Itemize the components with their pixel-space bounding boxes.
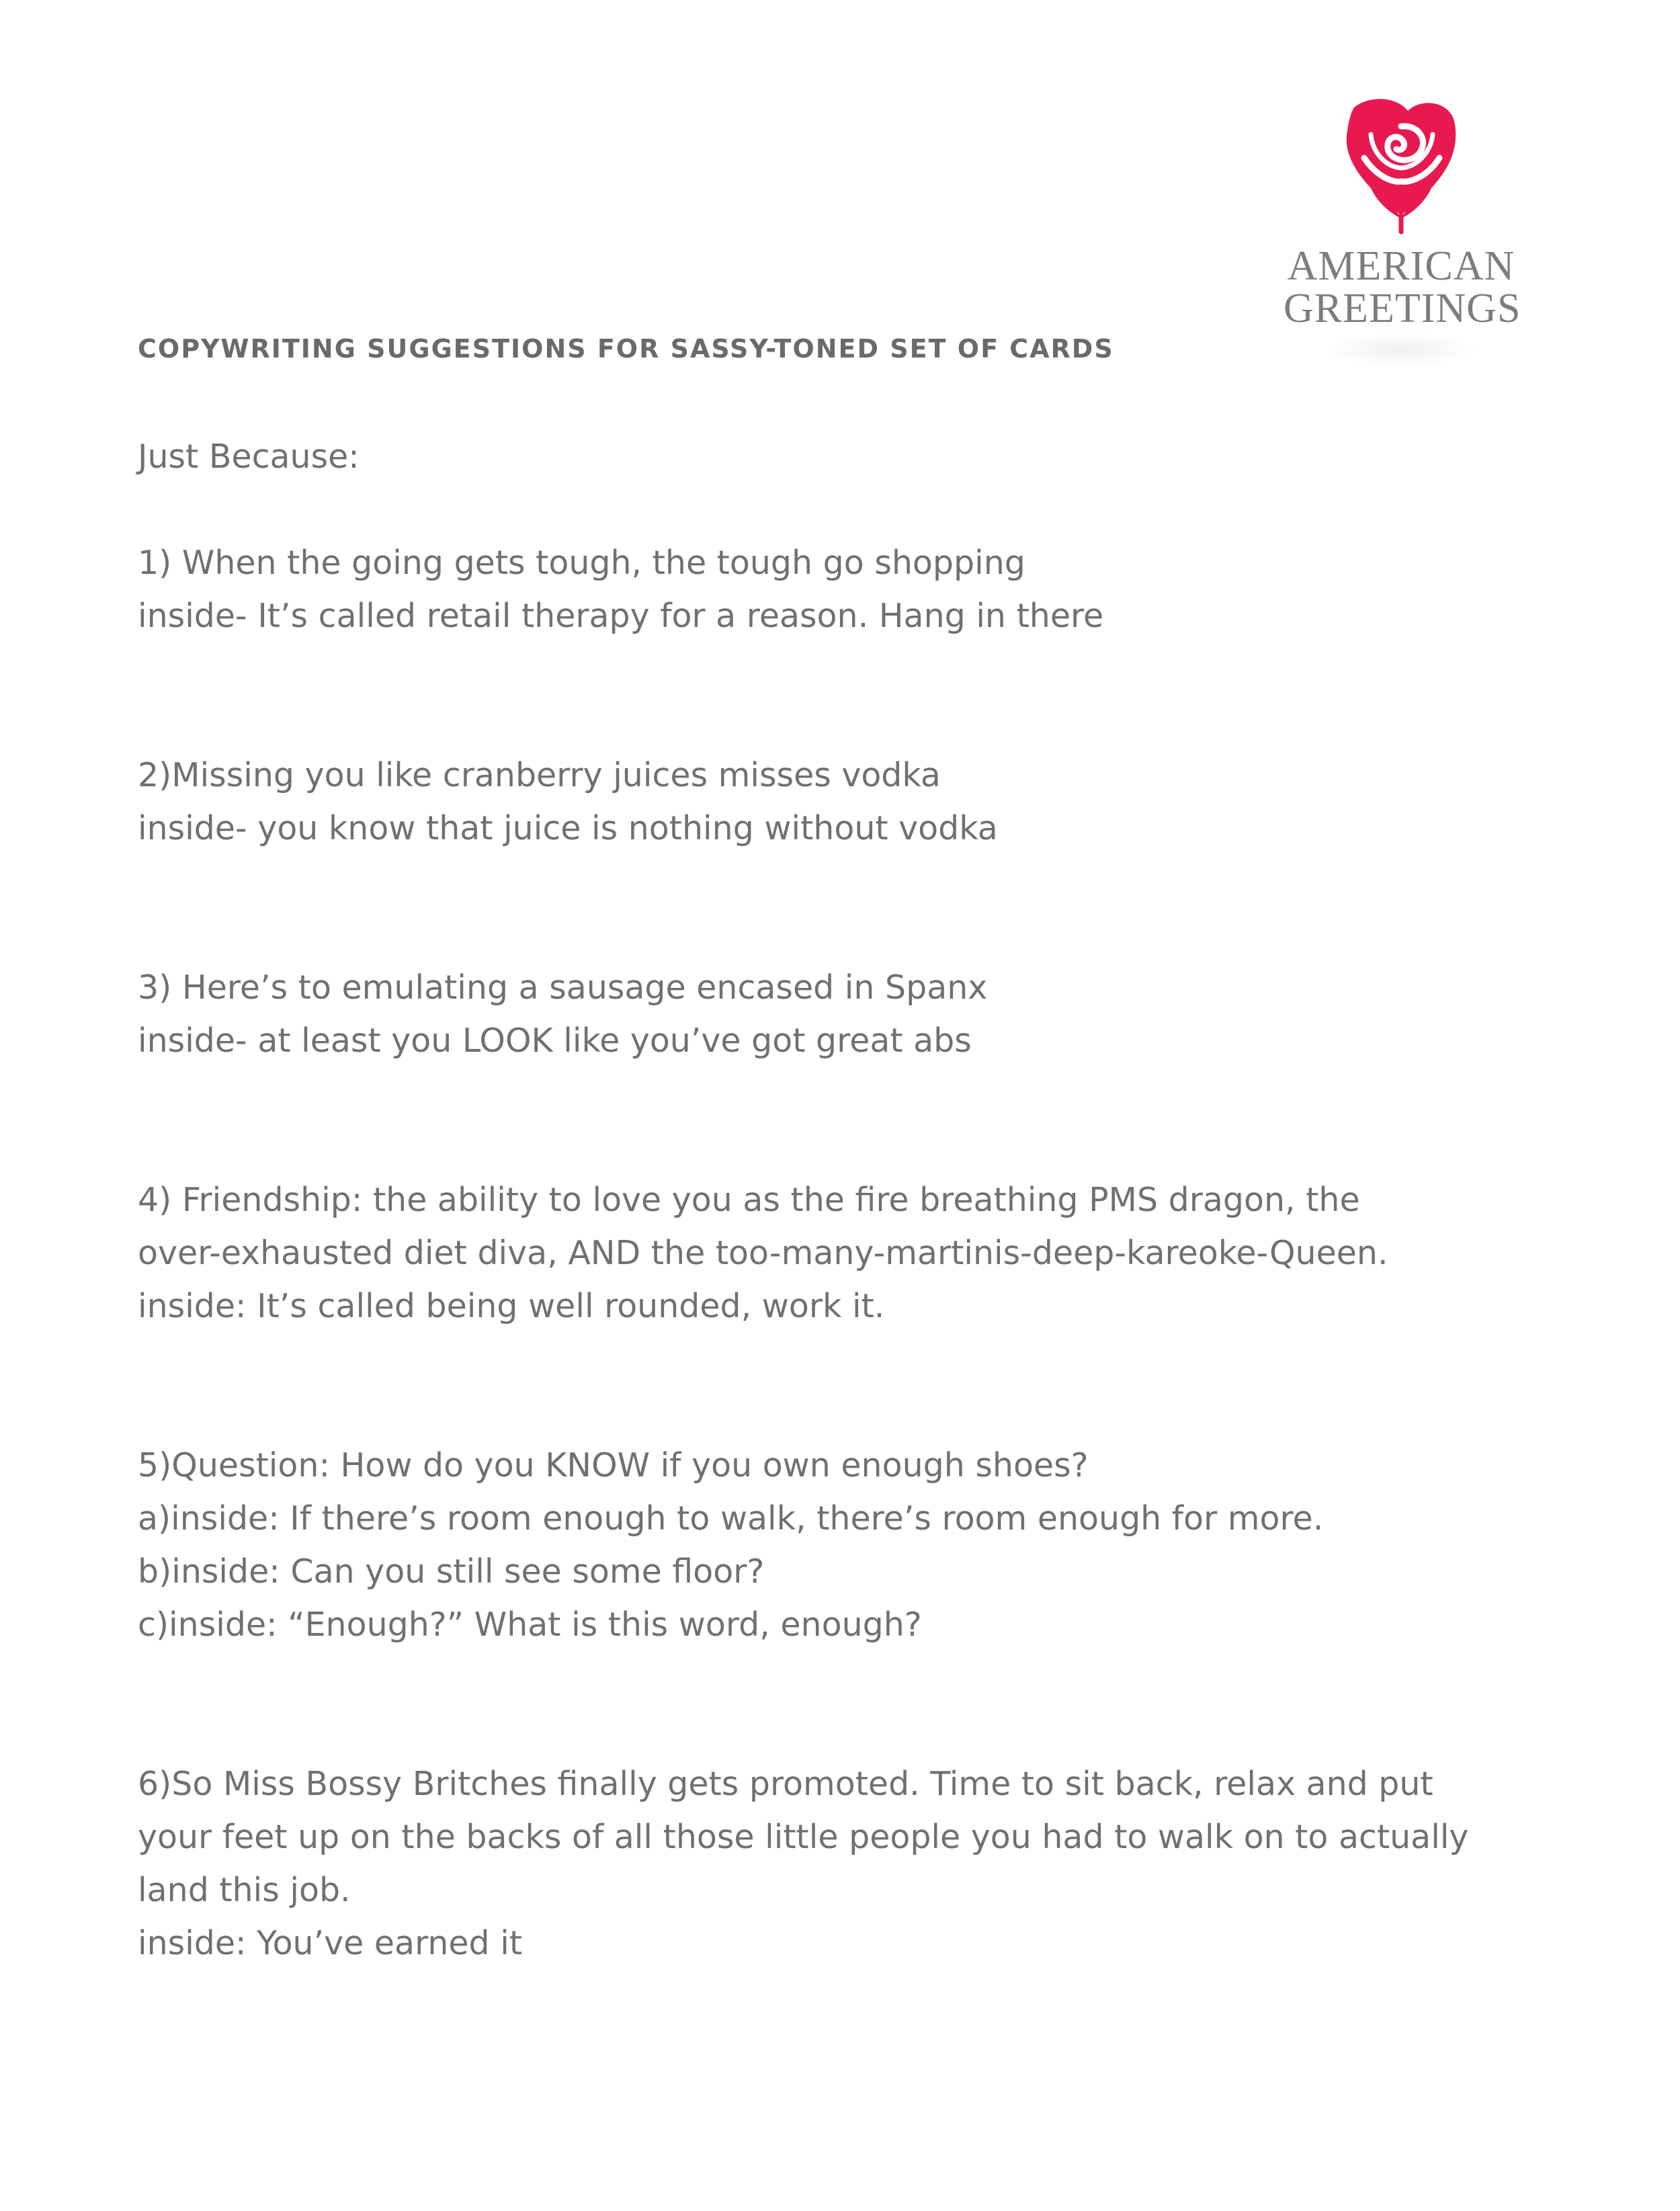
card-suggestion-1 [138,536,1549,642]
card-suggestion-3 [138,961,1549,1067]
card-suggestion-5 [138,1439,1549,1651]
card-line: 2)Missing you like cranberry juices misses vodka [138,756,941,794]
card-line: 4) Friendship: the ability to love you as the fire breathing PMS dragon, the [138,1181,1360,1219]
card-suggestion-4 [138,1173,1549,1333]
card-line: your feet up on the backs of all those little people you had to walk on to actually [138,1818,1469,1856]
logo-text-american: AMERICAN [1287,243,1515,289]
card-line: 1) When the going gets tough, the tough go shopping [138,544,1025,582]
card-suggestion-6 [138,1757,1549,1970]
card-line: over-exhausted diet diva, AND the too-many-martinis-deep-kareoke-Queen. [138,1234,1388,1272]
logo-text-greetings: GREETINGS [1284,286,1521,331]
card-line: a)inside: If there’s room enough to walk, there’s room enough for more. [138,1499,1324,1538]
card-line: inside- you know that juice is nothing without vodka [138,809,998,847]
card-line: inside- at least you LOOK like you’ve got great abs [138,1021,972,1060]
card-line: b)inside: Can you still see some floor? [138,1552,765,1591]
card-line: inside: It’s called being well rounded, work it. [138,1287,885,1325]
card-line: inside: You’ve earned it [138,1924,523,1962]
card-suggestion-2 [138,749,1549,855]
section-title: Just Because: [138,437,360,476]
american-greetings-logo [1284,94,1519,383]
card-line: 6)So Miss Bossy Britches finally gets promoted. Time to sit back, relax and put [138,1765,1433,1803]
card-line: 5)Question: How do you KNOW if you own enough shoes? [138,1446,1089,1485]
logo-shadow [1324,333,1478,366]
card-line: land this job. [138,1871,351,1909]
card-line: inside- It’s called retail therapy for a reason. Hang in there [138,597,1104,635]
card-line: c)inside: “Enough?” What is this word, enough? [138,1605,922,1644]
card-line: 3) Here’s to emulating a sausage encased in Spanx [138,968,988,1007]
rose-icon [1284,94,1519,249]
card-suggestions [138,430,1549,1970]
document-heading: COPYWRITING SUGGESTIONS FOR SASSY-TONED SET OF CARDS [138,334,1114,364]
